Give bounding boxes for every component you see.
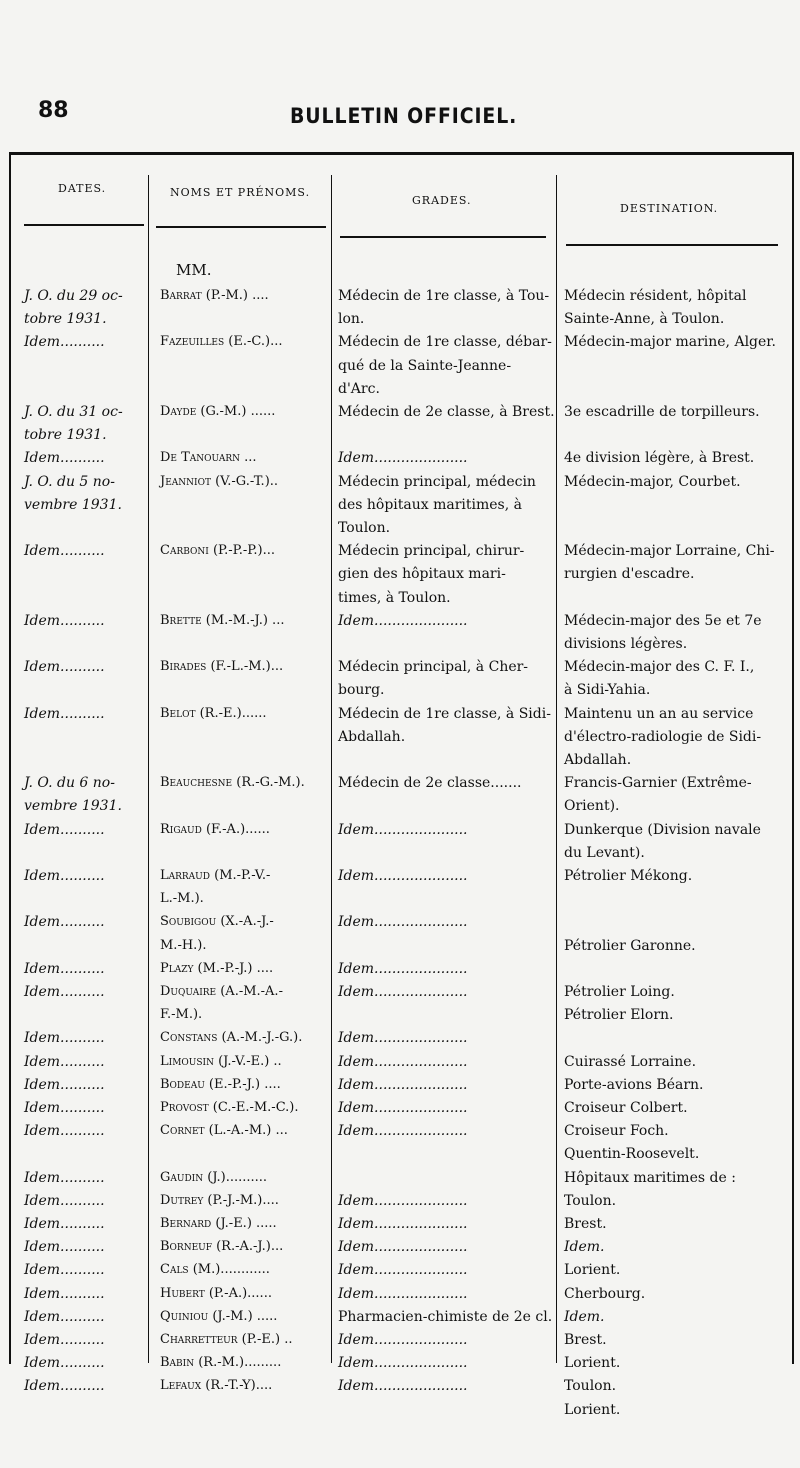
destination-cell: Dunkerque (Division navale bbox=[564, 821, 761, 838]
grade-cell: Médecin principal, médecin bbox=[338, 473, 536, 490]
date-cell: Idem.......... bbox=[24, 705, 105, 722]
grade-cell: Idem..................... bbox=[338, 868, 468, 884]
date-cell: Idem.......... bbox=[24, 868, 105, 884]
grade-cell: Idem..................... bbox=[338, 1192, 468, 1209]
name-cell: Dutrey (P.-J.-M.).... bbox=[160, 1192, 279, 1208]
grade-cell: Médecin de 1re classe, à Sidi- bbox=[338, 705, 551, 722]
date-cell: Idem.......... bbox=[24, 1378, 105, 1395]
destination-cell: Croiseur Colbert. bbox=[564, 1100, 688, 1116]
grade-cell: Idem..................... bbox=[338, 1355, 468, 1372]
name-cell: Soubigou (X.-A.-J.- bbox=[160, 914, 274, 930]
grade-cell: Médecin de 2e classe....... bbox=[338, 775, 522, 792]
grade-cell: times, à Toulon. bbox=[338, 589, 451, 606]
name-cell: Cornet (L.-A.-M.) ... bbox=[160, 1123, 288, 1139]
grade-cell: Idem..................... bbox=[338, 1332, 468, 1348]
destination-cell: Médecin-major des 5e et 7e bbox=[564, 612, 762, 629]
name-cell: Charretteur (P.-E.) .. bbox=[160, 1332, 293, 1347]
grade-cell: Idem..................... bbox=[338, 1030, 468, 1047]
destination-cell: Médecin résident, hôpital bbox=[564, 288, 747, 304]
header-rule bbox=[24, 224, 144, 226]
grade-cell: Médecin de 1re classe, à Tou- bbox=[338, 288, 550, 304]
destination-cell: à Sidi-Yahia. bbox=[564, 682, 651, 699]
date-cell: Idem.......... bbox=[24, 914, 105, 931]
name-cell: Babin (R.-M.)......... bbox=[160, 1355, 282, 1371]
grade-cell: Idem..................... bbox=[338, 914, 468, 931]
destination-cell: Hôpitaux maritimes de : bbox=[564, 1169, 736, 1186]
name-cell: Duquaire (A.-M.-A.- bbox=[160, 984, 283, 999]
grade-cell: Idem..................... bbox=[338, 960, 468, 977]
name-cell: Dayde (G.-M.) ...... bbox=[160, 404, 276, 419]
date-cell: Idem.......... bbox=[24, 821, 105, 838]
destination-cell: Pétrolier Garonne. bbox=[564, 937, 696, 954]
grade-cell: Idem..................... bbox=[338, 450, 468, 467]
grade-cell: lon. bbox=[338, 311, 365, 328]
destination-cell: Brest. bbox=[564, 1216, 607, 1232]
name-cell: Borneuf (R.-A.-J.)... bbox=[160, 1239, 284, 1255]
destination-cell: Lorient. bbox=[564, 1401, 621, 1418]
header-rule bbox=[156, 226, 326, 228]
grade-cell: Idem..................... bbox=[338, 612, 468, 629]
grade-cell: Idem..................... bbox=[338, 1053, 468, 1070]
grade-cell: Idem..................... bbox=[338, 1076, 468, 1093]
name-cell: L.-M.). bbox=[160, 891, 204, 907]
destination-cell: Pétrolier Elorn. bbox=[564, 1007, 674, 1024]
name-cell: Plazy (M.-P.-J.) .... bbox=[160, 960, 274, 976]
destination-cell: Cherbourg. bbox=[564, 1285, 646, 1302]
date-cell: tobre 1931. bbox=[24, 427, 107, 444]
date-cell: Idem.......... bbox=[24, 1239, 105, 1256]
grade-cell: Idem..................... bbox=[338, 984, 468, 1000]
destination-cell: Médecin-major des C. F. I., bbox=[564, 659, 755, 676]
name-cell: Brette (M.-M.-J.) ... bbox=[160, 612, 285, 628]
destination-cell: Pétrolier Mékong. bbox=[564, 868, 693, 884]
date-cell: Idem.......... bbox=[24, 1216, 105, 1232]
name-cell: Provost (C.-E.-M.-C.). bbox=[160, 1100, 299, 1115]
date-cell: Idem.......... bbox=[24, 1076, 105, 1093]
name-cell: Belot (R.-E.)...... bbox=[160, 705, 267, 721]
date-cell: Idem.......... bbox=[24, 1123, 105, 1140]
name-cell: F.-M.). bbox=[160, 1007, 203, 1023]
date-cell: Idem.......... bbox=[24, 1308, 105, 1325]
page-title: BULLETIN OFFICIEL. bbox=[290, 104, 518, 128]
date-cell: Idem.......... bbox=[24, 612, 105, 629]
name-cell: M.-H.). bbox=[160, 937, 207, 953]
name-cell: De Tanouarn ... bbox=[160, 450, 257, 466]
date-cell: vembre 1931. bbox=[24, 496, 122, 513]
column-header-grades: GRADES. bbox=[412, 194, 472, 207]
destination-cell: 4e division légère, à Brest. bbox=[564, 450, 755, 467]
name-cell: Carboni (P.-P.-P.)... bbox=[160, 543, 276, 559]
destination-cell: divisions légères. bbox=[564, 636, 688, 652]
grade-cell: Idem..................... bbox=[338, 821, 468, 838]
column-divider bbox=[148, 175, 149, 1363]
destination-cell: Lorient. bbox=[564, 1262, 621, 1279]
destination-cell: Médecin-major, Courbet. bbox=[564, 473, 741, 490]
date-cell: Idem.......... bbox=[24, 1192, 105, 1209]
destination-cell: du Levant). bbox=[564, 844, 645, 861]
date-cell: Idem.......... bbox=[24, 1100, 105, 1116]
date-cell: Idem.......... bbox=[24, 450, 105, 467]
date-cell: Idem.......... bbox=[24, 960, 105, 977]
column-header-names: NOMS ET PRÉNOMS. bbox=[170, 186, 311, 199]
name-cell: Limousin (J.-V.-E.) .. bbox=[160, 1053, 282, 1069]
destination-cell: d'électro-radiologie de Sidi- bbox=[564, 728, 762, 745]
name-cell: Birades (F.-L.-M.)... bbox=[160, 659, 284, 675]
destination-cell: Toulon. bbox=[564, 1378, 617, 1395]
date-cell: Idem.......... bbox=[24, 1030, 105, 1047]
date-cell: J. O. du 31 oc- bbox=[24, 404, 123, 420]
name-cell: Gaudin (J.).......... bbox=[160, 1169, 268, 1185]
destination-cell: Médecin-major Lorraine, Chi- bbox=[564, 543, 775, 560]
name-cell: Beauchesne (R.-G.-M.). bbox=[160, 775, 305, 791]
name-cell: Quiniou (J.-M.) ..... bbox=[160, 1308, 278, 1324]
destination-cell: Idem. bbox=[564, 1239, 605, 1256]
grade-cell: Médecin principal, à Cher- bbox=[338, 659, 529, 676]
date-cell: Idem.......... bbox=[24, 334, 105, 351]
date-cell: J. O. du 6 no- bbox=[24, 775, 115, 792]
grade-cell: qué de la Sainte-Jeanne- bbox=[338, 357, 512, 374]
grade-cell: Médecin de 2e classe, à Brest. bbox=[338, 404, 555, 420]
grade-cell: Idem..................... bbox=[338, 1216, 468, 1232]
name-cell: Bodeau (E.-P.-J.) .... bbox=[160, 1076, 281, 1092]
grade-cell: Médecin principal, chirur- bbox=[338, 543, 525, 560]
name-cell: Lefaux (R.-T.-Y).... bbox=[160, 1378, 273, 1394]
date-cell: vembre 1931. bbox=[24, 798, 122, 815]
date-cell: J. O. du 5 no- bbox=[24, 473, 115, 490]
destination-cell: Lorient. bbox=[564, 1355, 621, 1372]
grade-cell: Abdallah. bbox=[338, 728, 406, 745]
grade-cell: Idem..................... bbox=[338, 1239, 468, 1256]
header-rule bbox=[566, 244, 778, 246]
date-cell: Idem.......... bbox=[24, 1355, 105, 1372]
grade-cell: Idem..................... bbox=[338, 1262, 468, 1279]
salutation: MM. bbox=[176, 261, 212, 279]
grade-cell: bourg. bbox=[338, 682, 385, 699]
name-cell: Fazeuilles (E.-C.)... bbox=[160, 334, 283, 350]
name-cell: Rigaud (F.-A.)...... bbox=[160, 821, 270, 837]
grade-cell: des hôpitaux maritimes, à bbox=[338, 496, 522, 513]
name-cell: Constans (A.-M.-J.-G.). bbox=[160, 1030, 303, 1046]
destination-cell: Abdallah. bbox=[564, 752, 632, 768]
column-header-destination: DESTINATION. bbox=[620, 202, 719, 215]
date-cell: Idem.......... bbox=[24, 1332, 105, 1348]
destination-cell: Idem. bbox=[564, 1308, 605, 1325]
grade-cell: Toulon. bbox=[338, 520, 391, 536]
grade-cell: Idem..................... bbox=[338, 1100, 468, 1116]
date-cell: J. O. du 29 oc- bbox=[24, 288, 123, 304]
grade-cell: gien des hôpitaux mari- bbox=[338, 566, 506, 583]
grade-cell: Idem..................... bbox=[338, 1285, 468, 1302]
date-cell: Idem.......... bbox=[24, 1285, 105, 1302]
date-cell: Idem.......... bbox=[24, 984, 105, 1000]
destination-cell: Croiseur Foch. bbox=[564, 1123, 669, 1140]
page-number: 88 bbox=[38, 98, 69, 123]
destination-cell: Sainte-Anne, à Toulon. bbox=[564, 311, 725, 328]
destination-cell: Médecin-major marine, Alger. bbox=[564, 334, 776, 351]
name-cell: Jeanniot (V.-G.-T.).. bbox=[160, 473, 279, 489]
destination-cell: Francis-Garnier (Extrême- bbox=[564, 775, 752, 792]
destination-cell: Porte-avions Béarn. bbox=[564, 1076, 704, 1093]
name-cell: Barrat (P.-M.) .... bbox=[160, 288, 269, 303]
destination-cell: Brest. bbox=[564, 1332, 607, 1348]
date-cell: Idem.......... bbox=[24, 543, 105, 560]
name-cell: Cals (M.)............ bbox=[160, 1262, 270, 1278]
grade-cell: Idem..................... bbox=[338, 1123, 468, 1140]
destination-cell: rurgien d'escadre. bbox=[564, 566, 695, 583]
destination-cell: Quentin-Roosevelt. bbox=[564, 1146, 700, 1163]
name-cell: Bernard (J.-E.) ..... bbox=[160, 1216, 277, 1231]
column-divider bbox=[556, 175, 557, 1363]
header-rule bbox=[340, 236, 546, 238]
destination-cell: Toulon. bbox=[564, 1192, 617, 1209]
destination-cell: Orient). bbox=[564, 798, 620, 815]
grade-cell: Pharmacien-chimiste de 2e cl. bbox=[338, 1308, 553, 1325]
date-cell: Idem.......... bbox=[24, 1053, 105, 1070]
name-cell: Hubert (P.-A.)...... bbox=[160, 1285, 272, 1301]
name-cell: Larraud (M.-P.-V.- bbox=[160, 868, 271, 883]
destination-cell: Maintenu un an au service bbox=[564, 705, 754, 722]
destination-cell: Pétrolier Loing. bbox=[564, 984, 675, 1000]
date-cell: Idem.......... bbox=[24, 659, 105, 676]
column-header-dates: DATES. bbox=[58, 182, 107, 195]
destination-cell: Cuirassé Lorraine. bbox=[564, 1053, 697, 1070]
grade-cell: d'Arc. bbox=[338, 380, 380, 397]
date-cell: Idem.......... bbox=[24, 1169, 105, 1186]
grade-cell: Idem..................... bbox=[338, 1378, 468, 1395]
date-cell: tobre 1931. bbox=[24, 311, 107, 328]
column-divider bbox=[331, 175, 332, 1363]
date-cell: Idem.......... bbox=[24, 1262, 105, 1279]
destination-cell: 3e escadrille de torpilleurs. bbox=[564, 404, 760, 420]
grade-cell: Médecin de 1re classe, débar- bbox=[338, 334, 552, 351]
